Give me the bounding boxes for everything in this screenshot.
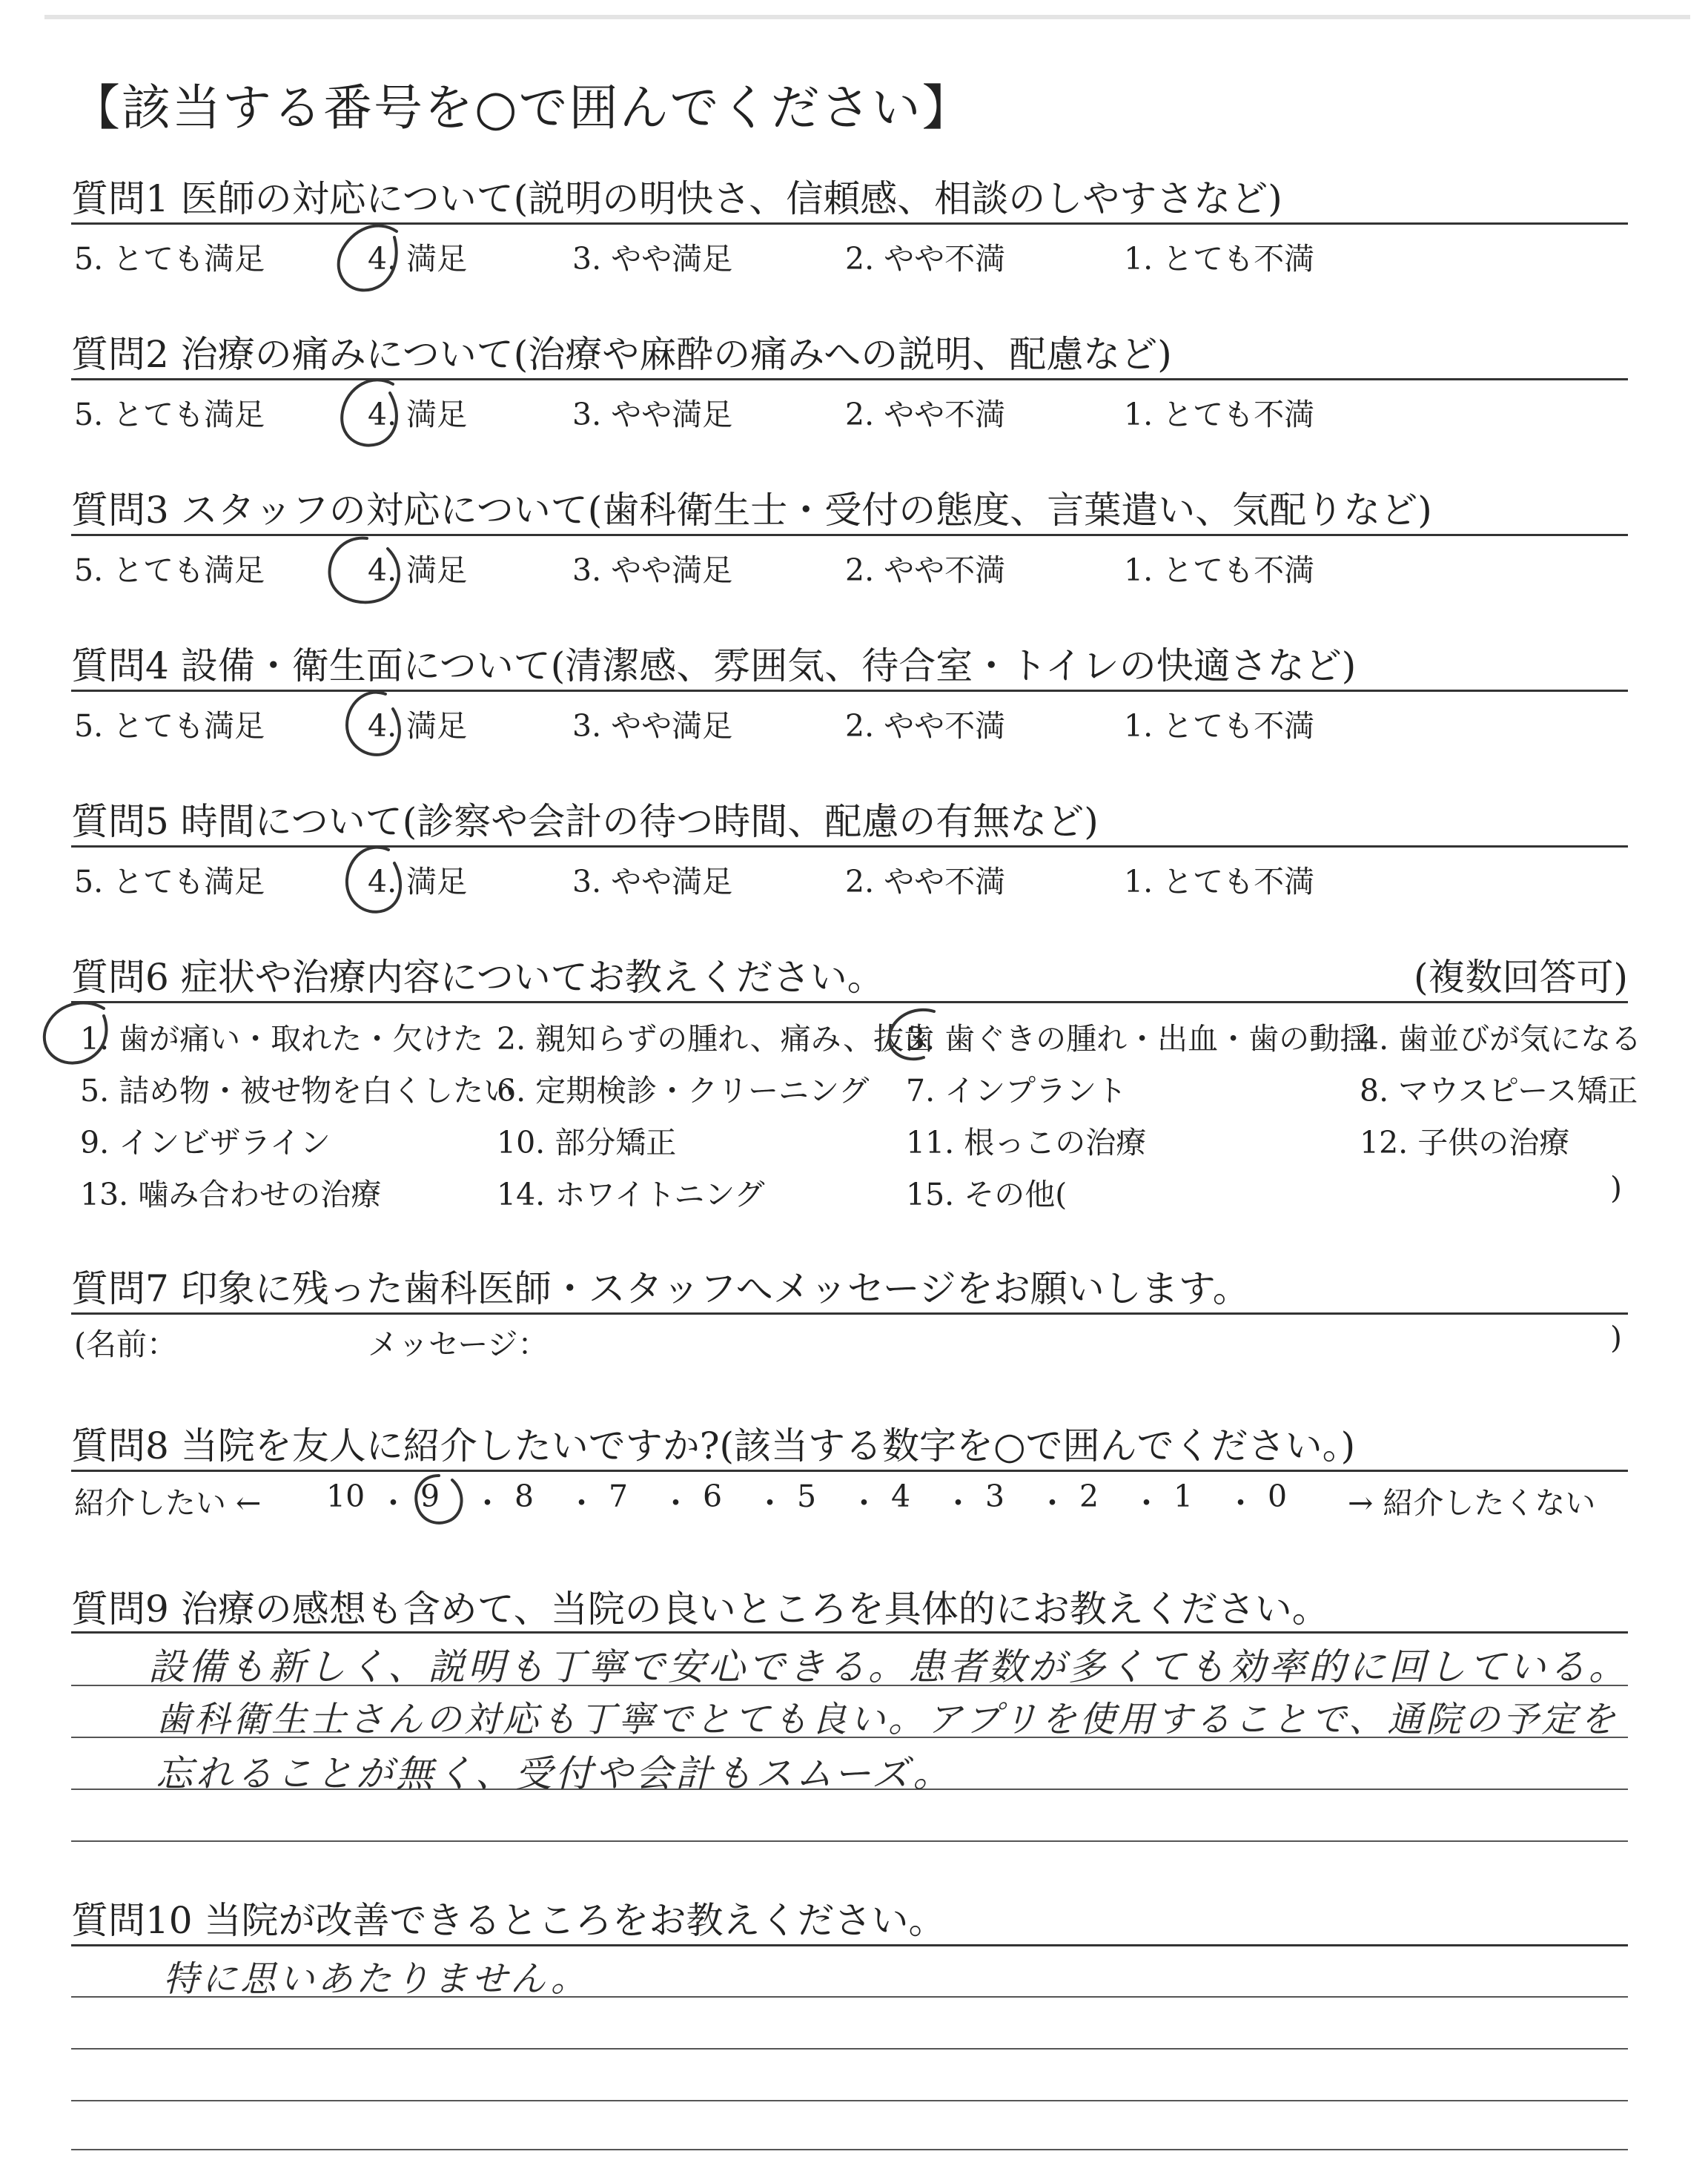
q3-heading: 質問3 スタッフの対応について(歯科衛生士・受付の態度、言葉遣い、気配りなど) — [71, 489, 1432, 532]
q10-handwritten-line-1: 特に思いあたりません。 — [163, 1958, 589, 2000]
q6-item-12[interactable]: 12. 子供の治療 — [1360, 1125, 1570, 1160]
q6-item-14[interactable]: 14. ホワイトニング — [497, 1177, 765, 1212]
q8-scale-separator: ・ — [1037, 1485, 1068, 1521]
q6-item-2[interactable]: 2. 親知らずの腫れ、痛み、抜歯 — [497, 1021, 935, 1057]
q2-option-3[interactable]: 3. やや満足 — [572, 397, 733, 432]
q5-option-5[interactable]: 5. とても満足 — [74, 864, 265, 899]
q6-other-close-paren: ) — [1610, 1170, 1622, 1206]
q10-heading: 質問10 当院が改善できるところをお教えください。 — [71, 1899, 946, 1942]
q3-option-4[interactable]: 4. 満足 — [368, 552, 468, 588]
q5-heading: 質問5 時間について(診察や会計の待つ時間、配慮の有無など) — [71, 800, 1099, 843]
q3-option-1[interactable]: 1. とても不満 — [1124, 552, 1315, 588]
q6-item-5[interactable]: 5. 詰め物・被せ物を白くしたい — [80, 1073, 514, 1109]
q6-item-6[interactable]: 6. 定期検診・クリーニング — [497, 1073, 870, 1109]
q8-scale-0[interactable]: 0 — [1268, 1479, 1288, 1514]
q8-rule — [71, 1470, 1628, 1472]
q2-heading: 質問2 治療の痛みについて(治療や麻酔の痛みへの説明、配慮など) — [71, 333, 1172, 376]
q4-option-4[interactable]: 4. 満足 — [368, 708, 468, 744]
q7-rule — [71, 1312, 1628, 1315]
q3-rule — [71, 534, 1628, 536]
q6-item-4[interactable]: 4. 歯並びが気になる — [1360, 1021, 1642, 1057]
q5-option-1[interactable]: 1. とても不満 — [1124, 864, 1315, 899]
q7-heading: 質問7 印象に残った歯科医師・スタッフへメッセージをお願いします。 — [71, 1267, 1250, 1310]
q8-scale-6[interactable]: 6 — [703, 1479, 723, 1514]
q8-scale-8[interactable]: 8 — [514, 1479, 534, 1514]
q8-left-label: 紹介したい ← — [74, 1485, 262, 1521]
q4-heading: 質問4 設備・衛生面について(清潔感、雰囲気、待合室・トイレの快適さなど) — [71, 644, 1357, 687]
q6-item-11[interactable]: 11. 根っこの治療 — [906, 1125, 1147, 1160]
q7-name-label: (名前： — [74, 1327, 177, 1362]
q6-item-3[interactable]: 3. 歯ぐきの腫れ・出血・歯の動揺 — [906, 1021, 1371, 1057]
q8-scale-separator: ・ — [755, 1485, 785, 1521]
q4-option-2[interactable]: 2. やや不満 — [845, 708, 1006, 744]
q7-message-label: メッセージ： — [368, 1327, 549, 1362]
q8-scale-separator: ・ — [1225, 1485, 1256, 1521]
q8-heading: 質問8 当院を友人に紹介したいですか?(該当する数字を○で囲んでください。) — [71, 1424, 1356, 1467]
q9-handwritten-line-3: 忘れることが無く、受付や会計もスムーズ。 — [156, 1752, 953, 1795]
q1-option-3[interactable]: 3. やや満足 — [572, 241, 733, 277]
q6-item-9[interactable]: 9. インビザライン — [80, 1125, 331, 1160]
page-title: 【該当する番号を○で囲んでください】 — [71, 79, 973, 136]
q1-option-4[interactable]: 4. 満足 — [368, 241, 468, 277]
q8-scale-separator: ・ — [943, 1485, 973, 1521]
q8-scale-separator: ・ — [1131, 1485, 1162, 1521]
q8-scale-2[interactable]: 2 — [1079, 1479, 1099, 1514]
scan-edge — [44, 15, 1690, 19]
q8-scale-4[interactable]: 4 — [891, 1479, 911, 1514]
q1-option-2[interactable]: 2. やや不満 — [845, 241, 1006, 277]
q2-option-1[interactable]: 1. とても不満 — [1124, 397, 1315, 432]
q1-option-1[interactable]: 1. とても不満 — [1124, 241, 1315, 277]
q1-heading: 質問1 医師の対応について(説明の明快さ、信頼感、相談のしやすさなど) — [71, 177, 1282, 220]
q9-handwritten-line-1: 設備も新しく、説明も丁寧で安心できる。患者数が多くても効率的に回している。 — [148, 1645, 1629, 1688]
q9-handwritten-line-2: 歯科衛生士さんの対応も丁寧でとても良い。アプリを使用することで、通院の予定を — [156, 1699, 1619, 1740]
q6-item-7[interactable]: 7. インプラント — [906, 1073, 1128, 1109]
q2-rule — [71, 378, 1628, 380]
q9-rule-0 — [71, 1631, 1628, 1634]
q6-item-13[interactable]: 13. 噛み合わせの治療 — [80, 1177, 382, 1212]
q6-multiple-note: (複数回答可) — [1413, 956, 1628, 999]
q6-rule — [71, 1001, 1628, 1003]
q3-option-2[interactable]: 2. やや不満 — [845, 552, 1006, 588]
q8-scale-separator: ・ — [849, 1485, 879, 1521]
q2-option-2[interactable]: 2. やや不満 — [845, 397, 1006, 432]
q6-item-8[interactable]: 8. マウスピース矯正 — [1360, 1073, 1638, 1109]
q5-option-4[interactable]: 4. 満足 — [368, 864, 468, 899]
q8-right-label: → 紹介したくない — [1348, 1485, 1596, 1521]
q5-option-2[interactable]: 2. やや不満 — [845, 864, 1006, 899]
q4-rule — [71, 690, 1628, 692]
q6-item-1[interactable]: 1. 歯が痛い・取れた・欠けた — [80, 1021, 484, 1057]
q10-answer-line-4 — [71, 2149, 1628, 2150]
q9-answer-line-4 — [71, 1840, 1628, 1842]
q8-scale-separator: ・ — [661, 1485, 691, 1521]
q8-scale-separator: ・ — [378, 1485, 408, 1521]
q3-option-5[interactable]: 5. とても満足 — [74, 552, 265, 588]
q4-option-5[interactable]: 5. とても満足 — [74, 708, 265, 744]
q10-rule-0 — [71, 1944, 1628, 1946]
q8-scale-5[interactable]: 5 — [797, 1479, 817, 1514]
q8-scale-3[interactable]: 3 — [985, 1479, 1005, 1514]
q9-heading: 質問9 治療の感想も含めて、当院の良いところを具体的にお教えください。 — [71, 1588, 1329, 1631]
q8-scale-10[interactable]: 10 — [326, 1479, 365, 1514]
q8-scale-separator: ・ — [566, 1485, 597, 1521]
q6-item-15[interactable]: 15. その他( — [906, 1177, 1068, 1212]
q1-rule — [71, 222, 1628, 225]
q6-heading: 質問6 症状や治療内容についてお教えください。 — [71, 956, 884, 999]
q5-option-3[interactable]: 3. やや満足 — [572, 864, 733, 899]
q7-close-paren: ) — [1610, 1320, 1622, 1355]
q4-option-3[interactable]: 3. やや満足 — [572, 708, 733, 744]
q8-scale-9[interactable]: 9 — [420, 1479, 440, 1514]
q10-answer-line-3 — [71, 2100, 1628, 2101]
q3-option-3[interactable]: 3. やや満足 — [572, 552, 733, 588]
q10-answer-line-2 — [71, 2048, 1628, 2050]
q1-option-5[interactable]: 5. とても満足 — [74, 241, 265, 277]
q2-option-5[interactable]: 5. とても満足 — [74, 397, 265, 432]
q6-item-10[interactable]: 10. 部分矯正 — [497, 1125, 677, 1160]
q2-option-4[interactable]: 4. 満足 — [368, 397, 468, 432]
q5-rule — [71, 845, 1628, 848]
q8-scale-7[interactable]: 7 — [609, 1479, 629, 1514]
q8-scale-1[interactable]: 1 — [1174, 1479, 1194, 1514]
q4-option-1[interactable]: 1. とても不満 — [1124, 708, 1315, 744]
q8-scale-separator: ・ — [472, 1485, 503, 1521]
